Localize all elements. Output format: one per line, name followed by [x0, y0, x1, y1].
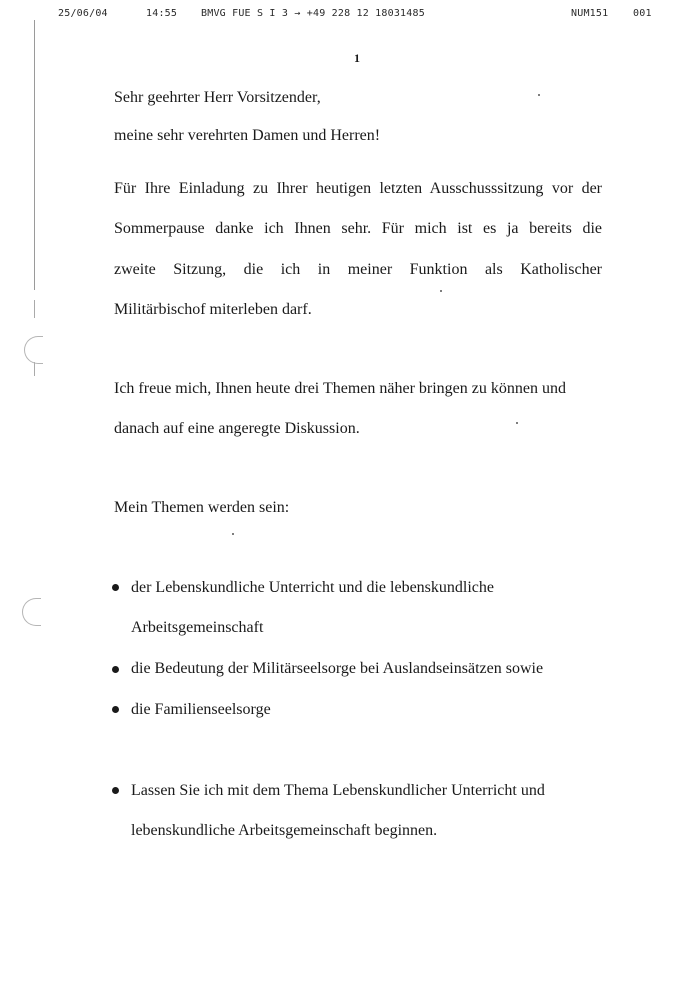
paragraph-line: zweite Sitzung, die ich in meiner Funktion als Katholischer: [114, 261, 602, 278]
bullet-icon: [112, 706, 119, 713]
scan-edge-dash: [34, 362, 35, 376]
list-item-continuation: lebenskundliche Arbeitsgemeinschaft beginnen.: [131, 822, 438, 839]
fax-page-counter: 001: [633, 8, 652, 19]
fax-sender: BMVG FUE S I 3 → +49 228 12 18031485: [201, 8, 425, 19]
scan-speck: [440, 290, 442, 292]
fax-station: NUM151: [571, 8, 609, 19]
bullet-icon: [112, 787, 119, 794]
paragraph-line: Sommerpause danke ich Ihnen sehr. Für mich ist es ja bereits die: [114, 220, 602, 237]
list-item: die Familienseelsorge: [131, 701, 271, 718]
page-number: 1: [354, 51, 360, 65]
fax-time: 14:55: [146, 8, 178, 19]
paragraph-line: Ich freue mich, Ihnen heute drei Themen näher bringen zu können und: [114, 380, 566, 397]
fax-header: [0, 8, 700, 22]
bullet-icon: [112, 666, 119, 673]
punch-hole-mark: [22, 598, 41, 626]
list-item: der Lebenskundliche Unterricht und die lebenskundliche: [131, 579, 494, 596]
paragraph-line: Militärbischof miterleben darf.: [114, 301, 312, 318]
salutation-line: meine sehr verehrten Damen und Herren!: [114, 127, 381, 144]
scan-speck: [538, 94, 540, 96]
scan-speck: [516, 422, 518, 424]
scan-edge-dash: [34, 300, 35, 318]
fax-date: 25/06/04: [58, 8, 108, 19]
list-item: die Bedeutung der Militärseelsorge bei Auslandseinsätzen sowie: [131, 660, 544, 677]
scan-edge-line: [34, 20, 35, 290]
scan-speck: [232, 533, 234, 535]
paragraph-line: danach auf eine angeregte Diskussion.: [114, 420, 360, 437]
salutation-line: Sehr geehrter Herr Vorsitzender,: [114, 89, 321, 106]
themes-heading: Mein Themen werden sein:: [114, 499, 290, 516]
list-item-continuation: Arbeitsgemeinschaft: [131, 619, 264, 636]
list-item: Lassen Sie ich mit dem Thema Lebenskundlicher Unterricht und: [131, 782, 545, 799]
paragraph-line: Für Ihre Einladung zu Ihrer heutigen letzten Ausschusssitzung vor der: [114, 180, 602, 197]
punch-hole-mark: [24, 336, 43, 364]
bullet-icon: [112, 584, 119, 591]
